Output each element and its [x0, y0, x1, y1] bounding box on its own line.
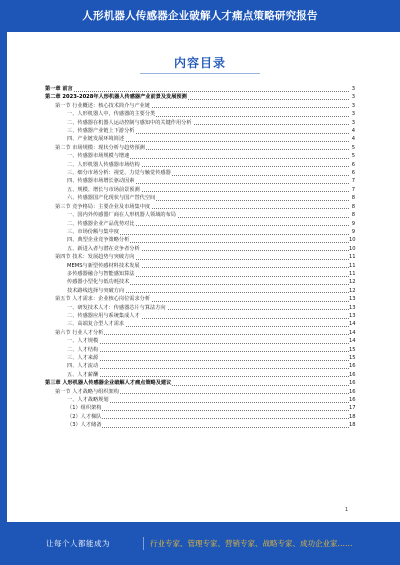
toc-entry[interactable] — [45, 253, 355, 261]
toc-entry-page: 6 — [349, 169, 355, 177]
toc-entry-page: 13 — [349, 296, 356, 303]
toc-leader-dots — [67, 418, 349, 419]
toc-entry-text: 五、人才薪酬 — [67, 371, 99, 378]
toc-entry[interactable] — [45, 421, 355, 429]
toc-entry-page: 16 — [349, 363, 356, 370]
toc-entry[interactable] — [45, 337, 355, 345]
toc-entry-page: 16 — [349, 397, 356, 404]
toc-leader-dots — [67, 368, 349, 369]
footer-divider — [143, 537, 144, 550]
toc-entry-text: 第五节 人才需求：企业核心岗位需求分析 — [55, 296, 151, 303]
toc-entry-text: 第六节 行业人才分析 — [55, 329, 104, 336]
toc-entry-text: 一、人形机器人中，传感器的主要分类 — [67, 111, 156, 118]
toc-entry-page: 11 — [349, 270, 356, 277]
toc-entry-text: （3）人才储备 — [67, 422, 102, 429]
toc-entry[interactable] — [45, 135, 355, 143]
toc-entry[interactable] — [45, 119, 355, 127]
toc-entry-text: 四、人才流动 — [67, 363, 99, 370]
toc-entry-page: 18 — [349, 413, 356, 420]
footer-slogan: 让每个人都能成为 — [46, 539, 110, 548]
toc-entry-page: 8 — [349, 194, 355, 202]
toc-entry-page: 11 — [349, 262, 356, 269]
toc-entry-page: 18 — [349, 422, 356, 429]
toc-title: 内容目录 — [173, 56, 226, 70]
toc-entry-page: 3 — [349, 85, 355, 93]
toc-leader-dots — [67, 427, 349, 428]
side-stripe — [0, 32, 7, 522]
toc-entry-text: 一、人才规模 — [67, 338, 99, 345]
title-divider — [140, 73, 260, 74]
toc-entry[interactable] — [45, 388, 355, 396]
toc-entry[interactable] — [45, 177, 355, 185]
toc-leader-dots — [67, 343, 349, 344]
toc-entry-text: 二、人才结构 — [67, 346, 99, 353]
toc-entry[interactable] — [45, 295, 355, 303]
toc-entry-page: 14 — [349, 338, 356, 345]
toc-entry-text: 第三节 竞争格局：主要企业及市场集中度 — [55, 203, 151, 210]
toc-entry[interactable] — [45, 404, 355, 412]
toc-entry[interactable] — [45, 194, 355, 202]
toc-entry[interactable] — [45, 329, 355, 337]
toc-entry[interactable] — [45, 262, 355, 270]
toc-entry[interactable] — [45, 144, 355, 152]
toc-entry-page: 14 — [349, 321, 356, 328]
toc-entry-text: 三、人才来源 — [67, 355, 99, 361]
toc-entry-text: 三、高端复合型人才需求 — [67, 321, 125, 328]
toc-entry[interactable] — [45, 169, 355, 177]
report-title: 人形机器人传感器企业破解人才痛点策略研究报告 — [82, 10, 318, 22]
toc-entry-page: 4 — [349, 127, 355, 135]
toc-entry-text: 四、典型企业竞争策略分析 — [67, 237, 130, 244]
toc-entry[interactable] — [45, 287, 355, 295]
toc-entry-text: 三、市场份额与集中度 — [67, 228, 119, 235]
toc-entry-text: 传感器小型化与低功耗技术 — [67, 279, 130, 286]
toc-entry-page: 16 — [349, 388, 356, 395]
footer-bar — [0, 522, 400, 565]
toc-entry-text: 一、人才战略规划 — [67, 397, 109, 404]
toc-entry[interactable] — [45, 220, 355, 228]
toc-entry-page: 6 — [349, 161, 355, 169]
toc-entry-page: 16 — [349, 371, 356, 378]
toc-entry-text: 第三章 人形机器人传感器企业破解人才痛点策略及建议 — [45, 380, 172, 387]
toc-entry-page: 3 — [349, 110, 355, 118]
toc-entry-text: 第一节 行业概述：核心技术简介与产业链 — [55, 102, 151, 109]
toc-entry-page: 13 — [349, 312, 356, 319]
toc-entry[interactable] — [45, 85, 355, 93]
toc-entry[interactable] — [45, 371, 355, 379]
toc-entry-page: 5 — [349, 152, 355, 160]
toc-entry[interactable] — [45, 270, 355, 278]
toc-entry-text: 多传感器融合与智能感知算法 — [67, 270, 135, 277]
toc-entry-text: 三、传感器产业链上下游分析 — [67, 128, 135, 135]
toc-entry-page: 10 — [349, 237, 356, 244]
toc-entry[interactable] — [45, 312, 355, 320]
toc-entry-text: 第二节 市场规模：现状分析与趋势预测 — [55, 144, 145, 151]
table-of-contents — [45, 85, 355, 430]
toc-entry-page: 14 — [349, 329, 356, 336]
toc-entry-text: 三、细分市场分析：视觉、力觉与触觉传感器 — [67, 170, 171, 177]
toc-entry-text: 第一节 人才战略与组织架构 — [55, 388, 119, 395]
toc-entry-text: 六、传感器国产化现状与国产替代空间 — [67, 195, 156, 202]
toc-entry[interactable] — [45, 110, 355, 118]
toc-entry-text: 四、产业链发展环境简述 — [67, 136, 125, 143]
toc-entry[interactable] — [45, 161, 355, 169]
toc-entry-page: 10 — [349, 245, 356, 252]
toc-entry-text: MEMS与新型传感材料技术发展 — [67, 262, 140, 269]
toc-entry[interactable] — [45, 354, 355, 362]
toc-entry-page: 17 — [349, 405, 356, 412]
toc-leader-dots — [67, 360, 349, 361]
toc-entry[interactable] — [45, 245, 355, 253]
toc-entry[interactable] — [45, 93, 355, 101]
toc-entry-page: 8 — [349, 211, 355, 219]
toc-entry[interactable] — [45, 203, 355, 211]
toc-entry-page: 3 — [349, 102, 355, 110]
toc-leader-dots — [67, 376, 349, 377]
toc-leader-dots — [67, 351, 349, 352]
toc-entry-text: 一、国内外传感器厂商在人形机器人领域的布局 — [67, 212, 176, 219]
toc-entry-text: （1）组织架构 — [67, 405, 102, 412]
toc-entry-page: 9 — [349, 228, 355, 236]
toc-entry-page: 7 — [349, 186, 355, 194]
toc-entry[interactable] — [45, 152, 355, 160]
toc-entry[interactable] — [45, 396, 355, 404]
toc-entry[interactable] — [45, 228, 355, 236]
toc-entry[interactable] — [45, 362, 355, 370]
toc-entry-page: 8 — [349, 203, 355, 211]
toc-entry-text: 第二章 2023-2028年人形机器人传感器产业前景及发展预测 — [45, 94, 187, 101]
header-bar — [0, 0, 400, 32]
toc-entry[interactable] — [45, 186, 355, 194]
toc-entry-page: 15 — [349, 346, 356, 353]
toc-leader-dots — [67, 410, 349, 411]
toc-entry-page: 16 — [349, 380, 356, 387]
toc-entry-page: 4 — [349, 135, 355, 143]
toc-entry[interactable] — [45, 413, 355, 421]
toc-entry[interactable] — [45, 346, 355, 354]
toc-entry-page: 11 — [349, 254, 356, 261]
toc-entry[interactable] — [45, 320, 355, 328]
toc-entry-page: 13 — [349, 304, 356, 311]
toc-entry-text: 二、传感器企业产品优势对比 — [67, 220, 135, 227]
toc-leader-dots — [45, 91, 349, 92]
toc-entry-text: 二、传感器在机器人运动控制与感知中的关键作用分析 — [67, 119, 192, 126]
toc-entry-text: 四、传感器市场增长驱动因素 — [67, 178, 135, 185]
page-number: 1 — [345, 507, 349, 513]
toc-entry-text: 二、人形机器人传感器市场结构 — [67, 161, 140, 168]
toc-entry-text: 一、传感器市场规模与增速 — [67, 153, 130, 160]
toc-entry-text: 二、传感器应用与系统集成人才 — [67, 312, 140, 319]
toc-entry-text: （2）人才梯队 — [67, 413, 102, 420]
toc-entry-page: 12 — [349, 287, 356, 294]
toc-entry-page: 5 — [349, 144, 355, 152]
toc-entry[interactable] — [45, 102, 355, 110]
toc-entry-text: 五、新进入者与潜在竞争者分析 — [67, 245, 140, 252]
toc-entry-text: 第四节 技术：发展趋势与突破方向 — [55, 254, 135, 261]
toc-entry-page: 3 — [349, 93, 355, 101]
toc-entry[interactable] — [45, 278, 355, 286]
toc-entry[interactable] — [45, 236, 355, 244]
toc-entry-text: 一、研发技术人才：传感器芯片与算法方向 — [67, 304, 166, 311]
footer-tagline: 行业专家、管理专家、营销专家、战略专家、成功企业家…… — [150, 539, 353, 548]
toc-entry-page: 9 — [349, 220, 355, 228]
toc-entry-page: 7 — [349, 177, 355, 185]
toc-entry[interactable] — [45, 211, 355, 219]
toc-entry-page: 12 — [349, 279, 356, 286]
toc-entry-text: 第一章 前言 — [45, 86, 73, 92]
toc-entry[interactable] — [45, 379, 355, 387]
toc-entry-page: 15 — [349, 355, 356, 361]
toc-entry-page: 3 — [349, 119, 355, 127]
toc-entry-text: 五、规模、增长与市场前景预测 — [67, 186, 140, 193]
toc-entry[interactable] — [45, 127, 355, 135]
toc-entry-text: 技术路线选择与突破方向 — [67, 287, 125, 294]
toc-entry[interactable] — [45, 304, 355, 312]
